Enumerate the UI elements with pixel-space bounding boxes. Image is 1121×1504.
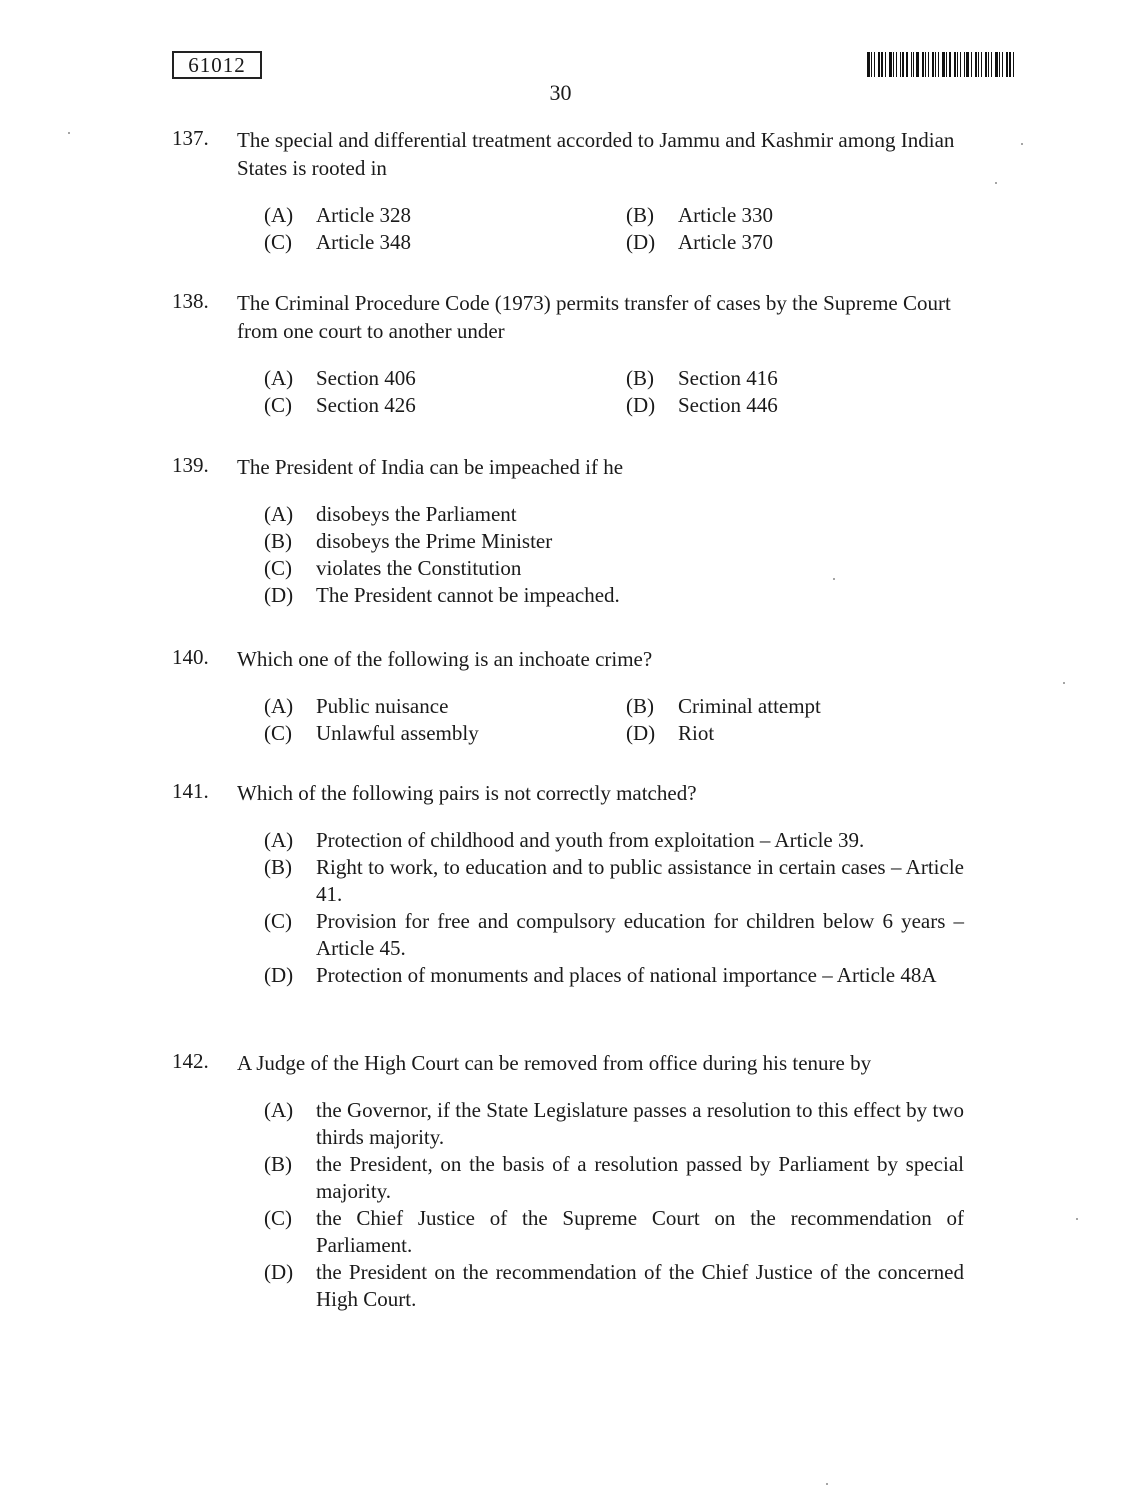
option-text: The President cannot be impeached. xyxy=(316,583,620,607)
barcode-bar xyxy=(916,52,919,77)
option-c xyxy=(264,555,964,582)
barcode-bar xyxy=(935,52,936,77)
question-139 xyxy=(172,453,992,609)
option-label: (C) xyxy=(264,721,292,745)
option-d xyxy=(264,962,964,989)
option-text: Article 370 xyxy=(678,230,774,254)
barcode-bar xyxy=(889,52,892,77)
option-text: Section 406 xyxy=(316,366,416,390)
question-141 xyxy=(172,779,992,989)
barcode-bar xyxy=(871,52,872,77)
option-text: Section 426 xyxy=(316,393,416,417)
option-label: (A) xyxy=(264,828,294,852)
option-b xyxy=(626,693,926,720)
option-label: (B) xyxy=(264,855,292,879)
barcode-bar xyxy=(999,52,1000,77)
option-a xyxy=(264,202,626,229)
option-d xyxy=(626,229,926,256)
barcode-bar xyxy=(885,52,886,77)
option-label: (D) xyxy=(264,583,294,607)
options xyxy=(264,1097,964,1313)
barcode-bar xyxy=(902,52,904,77)
option-b xyxy=(264,854,964,908)
option-b xyxy=(626,365,926,392)
question-number: 138. xyxy=(172,289,209,313)
scan-speck xyxy=(1021,143,1023,145)
barcode-bar xyxy=(991,52,992,77)
question-140 xyxy=(172,645,992,747)
option-label: (C) xyxy=(264,556,292,580)
question-137 xyxy=(172,126,992,256)
option-text: Right to work, to education and to public assistance in certain cases – Article 41. xyxy=(316,855,964,906)
option-text: Unlawful assembly xyxy=(316,721,479,745)
barcode-bar xyxy=(981,52,982,77)
option-label: (A) xyxy=(264,694,294,718)
barcode-bar xyxy=(985,52,987,77)
scan-speck xyxy=(833,578,835,580)
option-a xyxy=(264,365,626,392)
option-label: (A) xyxy=(264,366,294,390)
page-number: 30 xyxy=(549,80,572,105)
question-text: The special and differential treatment accorded to Jammu and Kashmir among Indian States is rooted in xyxy=(237,128,955,180)
barcode-bar xyxy=(988,52,989,77)
options xyxy=(264,365,992,419)
options xyxy=(264,693,992,747)
question-138 xyxy=(172,289,992,419)
question-number: 141. xyxy=(172,779,209,803)
option-text: Section 446 xyxy=(678,393,778,417)
option-text: Criminal attempt xyxy=(678,694,821,718)
barcode-bar xyxy=(966,52,969,77)
barcode-bar xyxy=(922,52,924,77)
barcode-bar xyxy=(867,52,870,77)
option-label: (B) xyxy=(264,1152,292,1176)
option-b xyxy=(264,1151,964,1205)
barcode-bar xyxy=(932,52,934,77)
option-d xyxy=(626,720,926,747)
option-b xyxy=(626,202,926,229)
option-label: (C) xyxy=(264,909,292,933)
options xyxy=(264,827,964,989)
options xyxy=(264,202,992,256)
question-text: Which of the following pairs is not correctly matched? xyxy=(237,781,697,805)
option-text: disobeys the Prime Minister xyxy=(316,529,553,553)
option-b xyxy=(264,528,964,555)
barcode-bar xyxy=(995,52,998,77)
option-label: (D) xyxy=(626,230,656,254)
option-text: Provision for free and compulsory education for children below 6 years – Article 45. xyxy=(316,909,964,960)
option-text: the President on the recommendation of the Chief Justice of the concerned High Court. xyxy=(316,1260,964,1311)
option-d xyxy=(264,1259,964,1313)
option-label: (C) xyxy=(264,393,292,417)
option-c xyxy=(264,908,964,962)
option-text: violates the Constitution xyxy=(316,556,522,580)
option-a xyxy=(264,501,964,528)
barcode-bar xyxy=(913,52,914,77)
barcode xyxy=(867,52,1019,77)
scan-speck xyxy=(68,132,70,134)
barcode-bar xyxy=(975,52,977,77)
option-label: (B) xyxy=(626,366,654,390)
scan-speck xyxy=(1063,682,1065,684)
scan-speck xyxy=(1076,1218,1078,1220)
option-label: (C) xyxy=(264,230,292,254)
option-c xyxy=(264,392,626,419)
option-a xyxy=(264,693,626,720)
option-c xyxy=(264,229,626,256)
option-label: (D) xyxy=(264,963,294,987)
option-text: Public nuisance xyxy=(316,694,449,718)
question-number: 140. xyxy=(172,645,209,669)
paper-code: 61012 xyxy=(172,51,262,79)
option-a xyxy=(264,827,964,854)
barcode-bar xyxy=(911,52,912,77)
scan-speck xyxy=(826,1483,828,1485)
option-label: (D) xyxy=(626,393,656,417)
barcode-bar xyxy=(881,52,883,77)
options xyxy=(264,501,964,609)
barcode-bar xyxy=(893,52,894,77)
option-d xyxy=(626,392,926,419)
question-number: 139. xyxy=(172,453,209,477)
barcode-bar xyxy=(896,52,897,77)
option-text: the Chief Justice of the Supreme Court on the recommendation of Parliament. xyxy=(316,1206,964,1257)
barcode-bar xyxy=(957,52,958,77)
scan-speck xyxy=(995,182,997,184)
option-label: (C) xyxy=(264,1206,292,1230)
barcode-bar xyxy=(978,52,979,77)
question-number: 137. xyxy=(172,126,209,150)
option-label: (B) xyxy=(626,694,654,718)
option-c xyxy=(264,1205,964,1259)
question-text: A Judge of the High Court can be removed from office during his tenure by xyxy=(237,1051,872,1075)
barcode-bar xyxy=(946,52,947,77)
option-d xyxy=(264,582,964,609)
option-text: Protection of monuments and places of national importance – Article 48A xyxy=(316,963,937,987)
option-text: Section 416 xyxy=(678,366,778,390)
barcode-bar xyxy=(949,52,951,77)
barcode-bar xyxy=(900,52,901,77)
option-label: (A) xyxy=(264,502,294,526)
option-a xyxy=(264,1097,964,1151)
barcode-bar xyxy=(928,52,929,77)
barcode-bar xyxy=(938,52,939,77)
barcode-bar xyxy=(1006,52,1008,77)
question-text: The President of India can be impeached if he xyxy=(237,455,624,479)
option-label: (A) xyxy=(264,1098,294,1122)
option-text: Riot xyxy=(678,721,715,745)
barcode-bar xyxy=(906,52,908,77)
question-number: 142. xyxy=(172,1049,209,1073)
option-text: Article 348 xyxy=(316,230,412,254)
option-label: (A) xyxy=(264,203,294,227)
barcode-bar xyxy=(964,52,965,77)
question-text: The Criminal Procedure Code (1973) permits transfer of cases by the Supreme Court from one court to another under xyxy=(237,291,951,343)
barcode-bar xyxy=(971,52,972,77)
barcode-bar xyxy=(954,52,956,77)
option-c xyxy=(264,720,626,747)
option-text: Protection of childhood and youth from exploitation – Article 39. xyxy=(316,828,865,852)
option-text: the President, on the basis of a resolution passed by Parliament by special majority. xyxy=(316,1152,964,1203)
option-label: (B) xyxy=(264,529,292,553)
option-text: the Governor, if the State Legislature passes a resolution to this effect by two thirds majority. xyxy=(316,1098,964,1149)
question-142 xyxy=(172,1049,992,1313)
barcode-bar xyxy=(925,52,926,77)
option-text: Article 328 xyxy=(316,203,412,227)
barcode-bar xyxy=(942,52,945,77)
option-label: (D) xyxy=(264,1260,294,1284)
barcode-bar xyxy=(878,52,880,77)
option-text: Article 330 xyxy=(678,203,774,227)
barcode-bar xyxy=(874,52,875,77)
option-text: disobeys the Parliament xyxy=(316,502,517,526)
barcode-bar xyxy=(960,52,961,77)
barcode-bar xyxy=(1002,52,1003,77)
option-label: (B) xyxy=(626,203,654,227)
barcode-bar xyxy=(1013,52,1014,77)
option-label: (D) xyxy=(626,721,656,745)
question-text: Which one of the following is an inchoate crime? xyxy=(237,647,653,671)
barcode-bar xyxy=(1009,52,1011,77)
